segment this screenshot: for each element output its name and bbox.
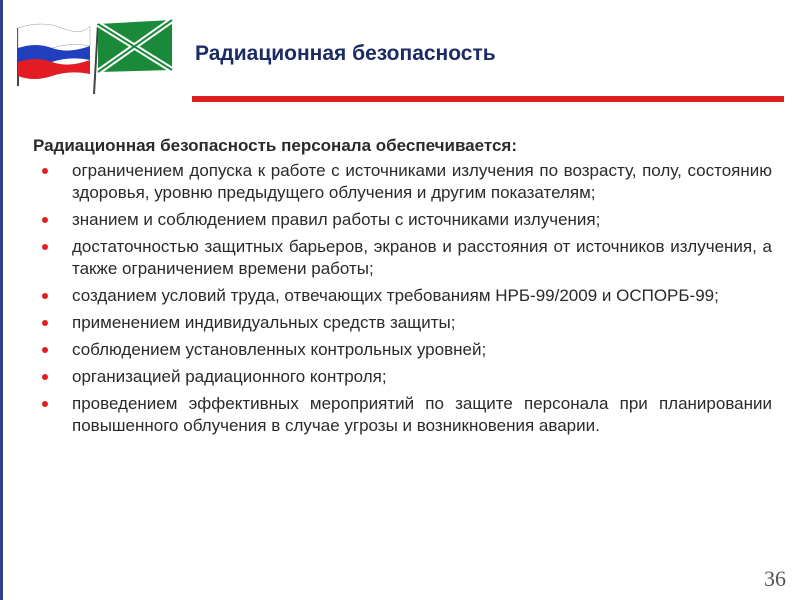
bullet-icon <box>42 374 48 380</box>
bullet-icon <box>42 244 48 250</box>
list-item: организацией радиационного контроля; <box>42 366 772 388</box>
intro-heading: Радиационная безопасность персонала обеспечивается: <box>33 136 517 155</box>
left-border <box>0 0 3 600</box>
bullet-icon <box>42 347 48 353</box>
list-item: проведением эффективных мероприятий по защите персонала при планировании повышенного облучения в случае угрозы и возникновения аварии. <box>42 393 772 437</box>
list-item: ограничением допуска к работе с источниками излучения по возрасту, полу, состоянию здоровья, уровню предыдущего облучения и другим показателям; <box>42 160 772 204</box>
list-item: соблюдением установленных контрольных уровней; <box>42 339 772 361</box>
list-item: созданием условий труда, отвечающих требованиям НРБ-99/2009 и ОСПОРБ-99; <box>42 285 772 307</box>
bullet-icon <box>42 293 48 299</box>
page-number: 36 <box>764 566 786 591</box>
bullet-icon <box>42 217 48 223</box>
bullet-icon <box>42 168 48 174</box>
list-item: применением индивидуальных средств защиты; <box>42 312 772 334</box>
page-title: Радиационная безопасность <box>195 42 496 65</box>
russian-flag-icon <box>18 24 90 86</box>
green-andrew-flag-icon <box>94 20 172 94</box>
bullet-icon <box>42 320 48 326</box>
list-item: достаточностью защитных барьеров, экранов и расстояния от источников излучения, а также ограничением времени работы; <box>42 236 772 280</box>
bullet-icon <box>42 401 48 407</box>
list-item: знанием и соблюдением правил работы с источниками излучения; <box>42 209 772 231</box>
flags-logo <box>12 14 182 96</box>
measures-list <box>42 160 772 442</box>
title-underline <box>192 96 784 102</box>
